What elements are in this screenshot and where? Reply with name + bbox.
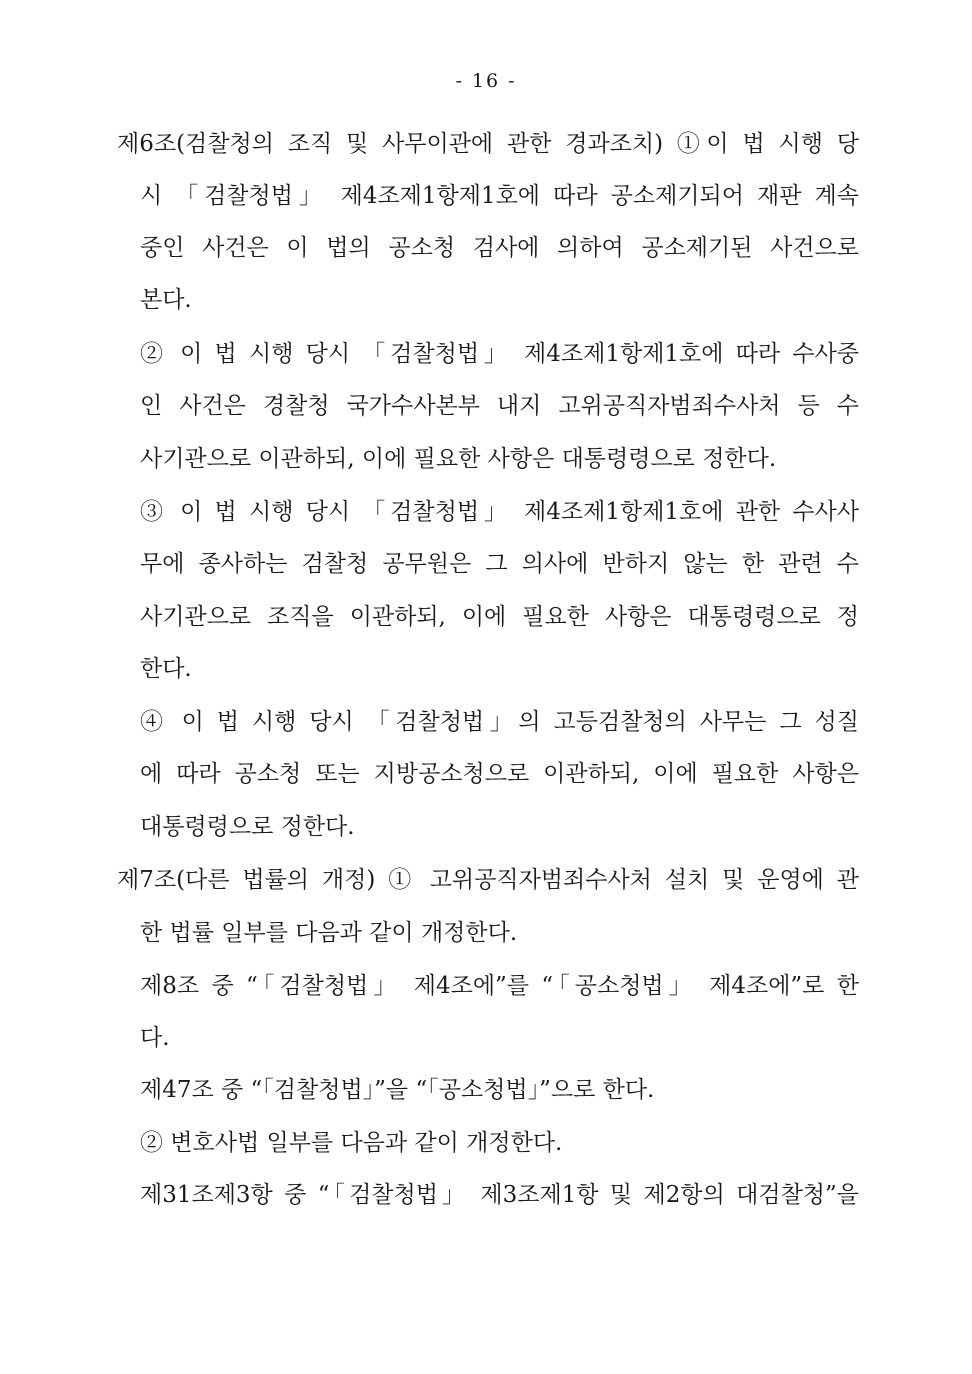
text-line: 인 사건은 경찰청 국가수사본부 내지 고위공직자범죄수사처 등 수	[140, 393, 859, 419]
text-line: 중인 사건은 이 법의 공소청 검사에 의하여 공소제기된 사건으로	[140, 235, 859, 261]
text-line: 에 따라 공소청 또는 지방공소청으로 이관하되, 이에 필요한 사항은	[140, 761, 859, 787]
paragraph-2-line: ② 변호사법 일부를 다음과 같이 개정한다.	[140, 1130, 563, 1156]
article-7-heading: 제7조(다른 법률의 개정) ① 고위공직자범죄수사처 설치 및 운영에 관	[117, 867, 859, 893]
text-line: 한다.	[140, 656, 192, 682]
text-line: 다.	[140, 1025, 170, 1051]
text-line: 본다.	[140, 287, 192, 313]
paragraph-2-line: ② 이 법 시행 당시 「검찰청법」 제4조제1항제1호에 따라 수사중	[140, 341, 859, 367]
amendment-line: 제31조제3항 중 “「검찰청법」 제3조제1항 및 제2항의 대검찰청”을	[140, 1182, 859, 1208]
text-line: 사기관으로 이관하되, 이에 필요한 사항은 대통령령으로 정한다.	[140, 446, 777, 472]
page-number: - 16 -	[455, 70, 517, 92]
amendment-line: 제8조 중 “「검찰청법」 제4조에”를 “「공소청법」 제4조에”로 한	[140, 973, 859, 999]
article-6-heading: 제6조(검찰청의 조직 및 사무이관에 관한 경과조치) ①이 법 시행 당	[117, 131, 859, 157]
amendment-line: 제47조 중 “「검찰청법」”을 “「공소청법」”으로 한다.	[140, 1077, 655, 1103]
text-line: 한 법률 일부를 다음과 같이 개정한다.	[140, 920, 518, 946]
text-line: 시 「검찰청법」 제4조제1항제1호에 따라 공소제기되어 재판 계속	[140, 183, 859, 209]
text-line: 사기관으로 조직을 이관하되, 이에 필요한 사항은 대통령령으로 정	[140, 604, 859, 630]
text-line: 무에 종사하는 검찰청 공무원은 그 의사에 반하지 않는 한 관련 수	[140, 551, 859, 577]
paragraph-3-line: ③ 이 법 시행 당시 「검찰청법」 제4조제1항제1호에 관한 수사사	[140, 499, 859, 525]
paragraph-4-line: ④ 이 법 시행 당시 「검찰청법」의 고등검찰청의 사무는 그 성질	[140, 709, 859, 735]
text-line: 대통령령으로 정한다.	[140, 814, 355, 840]
